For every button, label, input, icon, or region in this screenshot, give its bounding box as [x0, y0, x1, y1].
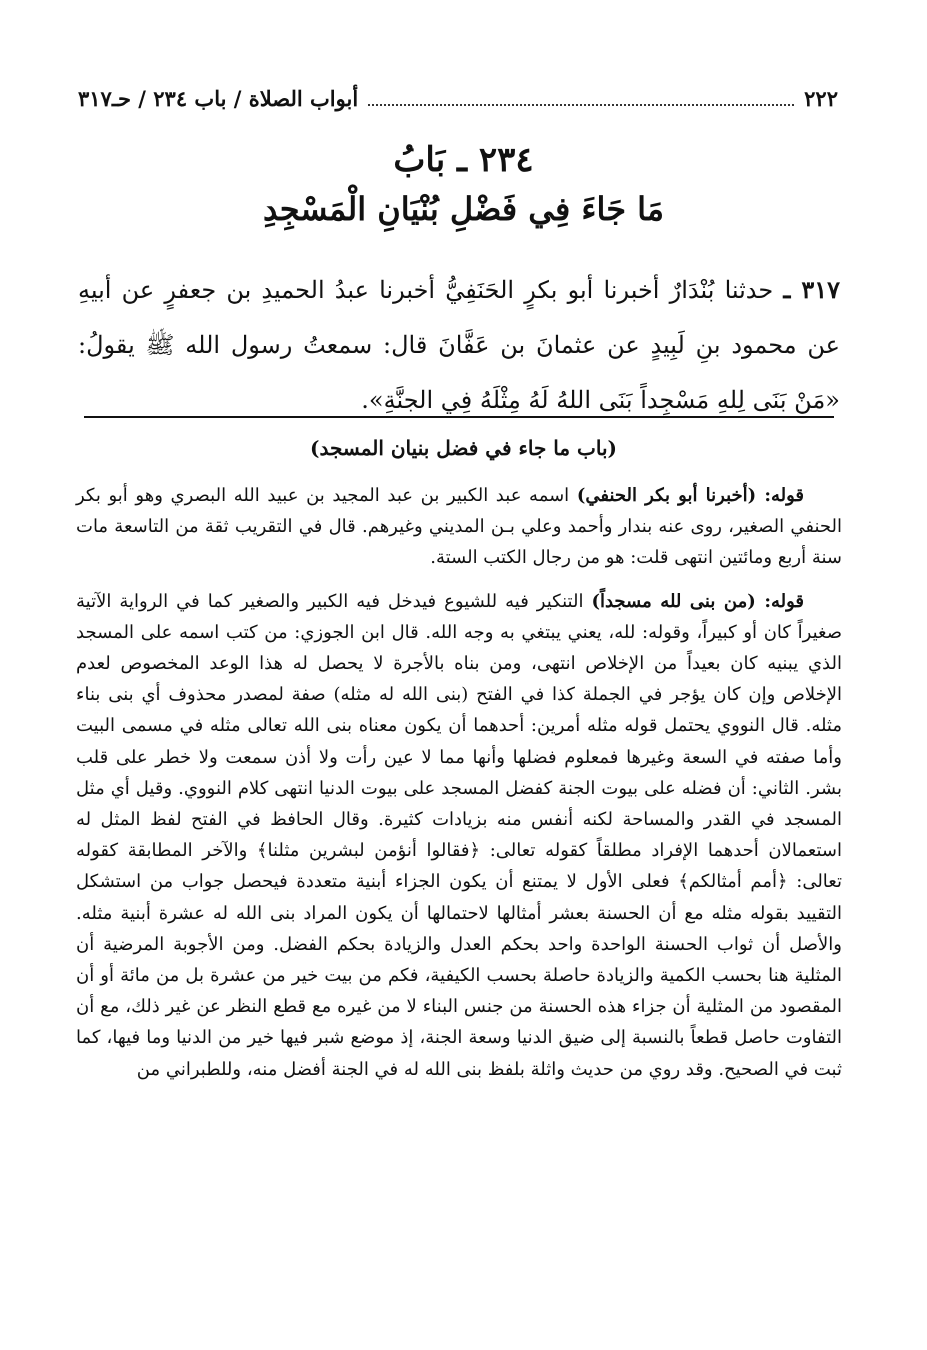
paragraph-label: قوله: (أخبرنا أبو بكر الحنفي)	[576, 485, 804, 506]
chapter-number: ٢٣٤ ـ بَابُ	[393, 140, 534, 180]
page-number: ٢٢٢	[804, 85, 838, 111]
paragraph-text: التنكير فيه للشيوع فيدخل فيه الكبير والصغير كما في الرواية الآتية صغيراً كان أو كبيراً، وقوله: لله، يعني يبتغي به وجه الله. قال ابن الجوزي: من كتب اسمه على المسجد الذي يبنيه كان بعيداً من الإخلاص انتهى، ومن بناه بالأجرة لا يحصل له هذا الوعد المخصوص لعدم الإخلاص وإن كان يؤجر في الجملة كذا في الفتح (بنى الله له مثله) صفة لمصدر محذوف أي بنى بناء مثله. قال النووي يحتمل قوله مثله أمرين: أحدهما أن يكون معناه بنى الله تعالى مثله في مسمى البيت وأما صفته في السعة وغيرها فمعلوم فضلها وأنها مما لا عين رأت ولا أذن سمعت ولا خطر على قلب بشر. الثاني: أن فضله على بيوت الجنة كفضل المسجد على بيوت الدنيا انتهى كلام النووي. وقيل أي مثل المسجد في القدر والمساحة لكنه أنفس منه بزيادات كثيرة. وقال الحافظ في الفتح لفظ المثل له استعمالان أحدهما الإفراد مطلقاً كقوله تعالى: ﴿فقالوا أنؤمن لبشرين مثلنا﴾ والآخر المطابقة كقوله تعالى: ﴿أمم أمثالكم﴾ فعلى الأول لا يمتنع أن يكون الجزاء أبنية متعددة فيحصل جواب من استشكل التقييد بقوله مثله مع أن الحسنة بعشر أمثالها لاحتمالها أن يكون المراد بنى الله له عشرة أبنية مثله. والأصل أن ثواب الحسنة الواحدة واحد بحكم العدل والزيادة بحكم الفضل. ومن الأجوبة المرضية أن المثلية هنا بحسب الكمية والزيادة حاصلة بحسب الكيفية، فكم من بيت خير من عشرة بل من مائة أو أن المقصود من المثلية أن جزاء هذه الحسنة من جنس البناء لا من غيره مع قطع النظر عن غير ذلك، مع أن التفاوت حاصل قطعاً بالنسبة إلى ضيق الدنيا وسعة الجنة، إذ موضع شبر فيها خير من الدنيا وما فيها، كما ثبت في الصحيح. وقد روي من حديث واثلة بلفظ بنى الله له في الجنة أفضل منه، وللطبراني من	[76, 590, 843, 1080]
running-header	[78, 82, 838, 114]
dotted-leader	[368, 90, 794, 106]
chapter-title: مَا جَاءَ فِي فَضْلِ بُنْيَانِ الْمَسْجِدِ	[262, 190, 665, 228]
paragraph-label: قوله: (من بنى لله مسجداً)	[591, 590, 805, 612]
divider-line	[84, 416, 834, 418]
commentary	[76, 480, 842, 1097]
commentary-heading: (باب ما جاء في فضل بنيان المسجد)	[309, 436, 618, 460]
hadith-body: حدثنا بُنْدَارٌ أخبرنا أبو بكرٍ الحَنَفِيُّ أخبرنا عبدُ الحميدِ بن جعفرٍ عن أبيهِ عن محمود بنِ لَبِيدٍ عن عثمانَ بن عَفَّانَ قال: سمعتُ رسول الله ﷺ يقولُ: «مَنْ بَنَى لِلهِ مَسْجِداً بَنَى اللهُ لَهُ مِثْلَهُ فِي الجنَّةِ».	[78, 276, 840, 414]
hadith-text	[78, 262, 840, 428]
hadith-number: ٣١٧ ـ	[783, 275, 841, 304]
paragraph-text: اسمه عبد الكبير بن عبد المجيد بن عبيد الله البصري وهو أبو بكر الحنفي الصغير، روى عنه بندار وأحمد وعلي بـن المديني وغيرهم. قال في التقريب ثقة من التاسعة مات سنة أربع ومائتين انتهى قلت: هو من رجال الكتب الستة.	[76, 485, 842, 569]
commentary-paragraph	[76, 480, 842, 574]
commentary-paragraph	[76, 586, 842, 1085]
header-title: أبواب الصلاة / باب ٢٣٤ / حـ٣١٧	[78, 85, 359, 111]
